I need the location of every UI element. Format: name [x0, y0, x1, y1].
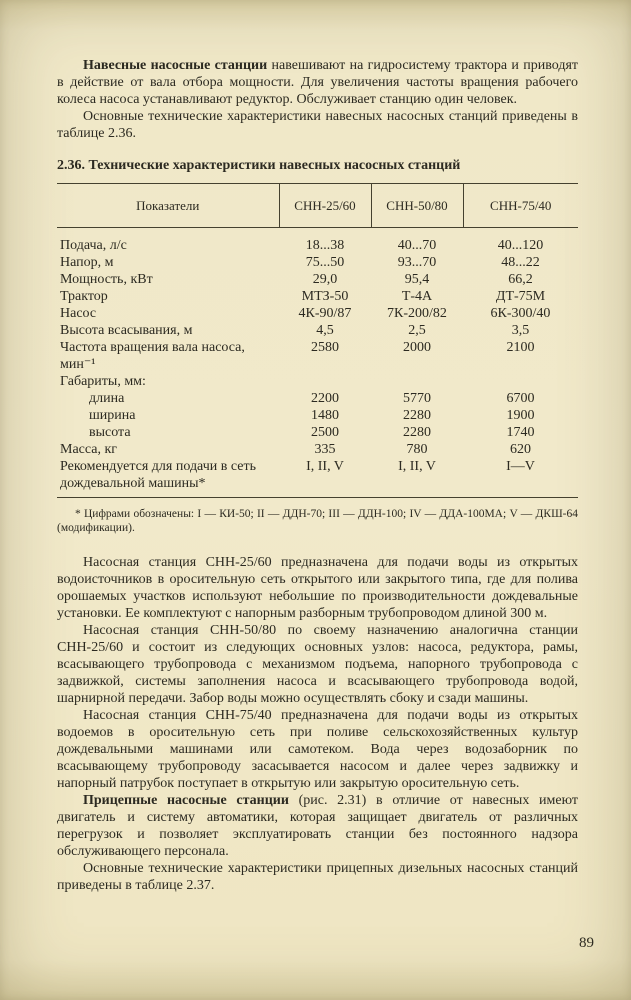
row-label: Высота всасывания, м	[60, 323, 193, 338]
body-paragraph-4	[57, 792, 578, 860]
row-value: 6К-300/40	[490, 306, 551, 321]
row-value: МТЗ-50	[301, 289, 349, 304]
body-paragraph-4-text: (рис. 2.31) в отличие от навесных имеют двигатель и систему автоматики, которая защищает двигатель от различных перегрузок и позволяет эксплуатировать станции без постоянного надзора обслуживающего персонала.	[57, 793, 578, 859]
row-value: ДТ-75М	[495, 289, 546, 304]
row-label: длина	[89, 391, 125, 406]
row-value: 5770	[403, 391, 431, 406]
row-value: 95,4	[404, 272, 430, 287]
row-value: 2000	[403, 340, 431, 355]
row-label: высота	[89, 425, 131, 440]
row-value: 1900	[506, 408, 535, 423]
row-value: 4,5	[316, 323, 334, 338]
row-value: 2280	[403, 425, 431, 440]
column-header-snn-25-60: СНН-25/60	[279, 184, 371, 228]
term-trailed-pump-stations: Прицепные насосные станции	[83, 793, 289, 808]
row-value: 4К-90/87	[298, 306, 352, 321]
row-value: 1480	[311, 408, 339, 423]
intro-paragraph-1-text: навешивают на гидросистему трактора и приводят в действие от вала отбора мощности. Для увеличения частоты вращения рабочего колеса насоса устанавливают редуктор. Обслуживает станцию один человек.	[57, 58, 578, 107]
row-label: Габариты, мм:	[60, 374, 146, 389]
row-value	[463, 373, 578, 390]
row-label: Частота вращения вала насоса, мин⁻¹	[60, 340, 245, 372]
row-label: ширина	[89, 408, 136, 423]
row-value: 2580	[311, 340, 339, 355]
row-label: Рекомендуется для подачи в сеть дождевальной машины*	[57, 458, 279, 498]
row-label: Напор, м	[60, 255, 114, 270]
row-value: 48...22	[501, 255, 540, 270]
body-paragraph-1: Насосная станция СНН-25/60 предназначена для подачи воды из открытых водоисточников в оросительную сеть открытого или закрытого типа, где для полива орошаемых участков используют небольшие по производительности дождевальные установки. Ее комплектуют с напорным разборным трубопроводом длиной 300 м.	[57, 555, 578, 621]
body-paragraph-3: Насосная станция СНН-75/40 предназначена для подачи воды из открытых водоемов в оросительную сеть при поливе сельскохозяйственных культур дождевальными машинами или самотеком. Вода через водозаборник по всасывающему трубопроводу засасывается насосом и далее через задвижку и напорный патрубок поступает в открытую или закрытую оросительную сеть.	[57, 708, 578, 791]
table-header-row	[57, 184, 578, 228]
page-number: 89	[579, 935, 594, 951]
table-row	[57, 339, 578, 373]
row-value: 40...120	[497, 238, 544, 253]
row-value	[279, 373, 371, 390]
row-value: 2500	[311, 425, 339, 440]
column-header-snn-50-80: СНН-50/80	[371, 184, 463, 228]
row-value: I—V	[463, 458, 578, 498]
row-value	[371, 373, 463, 390]
row-value: 7К-200/82	[387, 306, 447, 321]
row-value: 2280	[403, 408, 431, 423]
intro-paragraph-2: Основные технические характеристики навесных насосных станций приведены в таблице 2.36.	[57, 109, 578, 141]
row-value: 2,5	[408, 323, 426, 338]
table-row	[57, 390, 578, 407]
table-row	[57, 254, 578, 271]
row-value: 6700	[506, 391, 535, 406]
row-value: 2100	[506, 340, 535, 355]
row-value: 93...70	[397, 255, 437, 270]
row-value: 66,2	[508, 272, 533, 287]
row-value: 1740	[506, 425, 535, 440]
row-label: Мощность, кВт	[60, 272, 153, 287]
term-mounted-pump-stations: Навесные насосные станции	[83, 58, 268, 73]
table-title: 2.36. Технические характеристики навесных насосных станций	[57, 158, 461, 173]
table-footnote: * Цифрами обозначены: I — КИ-50; II — ДДН-70; III — ДДН-100; IV — ДДА-100МА; V — ДКШ-64 (модификации).	[57, 508, 578, 534]
table-row	[57, 458, 578, 498]
table-row	[57, 228, 578, 255]
row-value: 40...70	[397, 238, 437, 253]
row-value: 620	[510, 442, 531, 457]
table-row	[57, 271, 578, 288]
row-value: 75...50	[305, 255, 345, 270]
row-label: Подача, л/с	[60, 238, 127, 253]
table-row	[57, 424, 578, 441]
table-row	[57, 373, 578, 390]
column-header-snn-75-40: СНН-75/40	[463, 184, 578, 228]
row-value: 2200	[311, 391, 339, 406]
column-header-pokazateli: Показатели	[57, 184, 279, 228]
row-value: I, II, V	[371, 458, 463, 498]
table-row	[57, 305, 578, 322]
body-paragraph-5: Основные технические характеристики прицепных дизельных насосных станций приведены в таблице 2.37.	[57, 861, 578, 893]
row-label: Насос	[60, 306, 97, 321]
row-label: Масса, кг	[60, 442, 118, 457]
row-value: 3,5	[511, 323, 530, 338]
row-value: 780	[406, 442, 428, 457]
row-value: 29,0	[312, 272, 338, 287]
row-value: Т-4А	[401, 289, 433, 304]
row-label: Трактор	[60, 289, 108, 304]
row-value: 335	[314, 442, 336, 457]
body-paragraph-2: Насосная станция СНН-50/80 по своему назначению аналогична станции СНН-25/60 и состоит из следующих основных узлов: насоса, редуктора, рамы, всасывающего трубопровода с механизмом подъема, напорного трубопровода с задвижкой, системы заполнения насоса и всасывающего трубопровода водой, шарнирной передачи. Забор воды можно осуществлять сбоку и сзади машины.	[57, 623, 578, 706]
table-row	[57, 288, 578, 305]
intro-paragraph-1	[57, 57, 578, 108]
specs-table	[57, 183, 578, 498]
table-row	[57, 441, 578, 458]
row-value: 18...38	[305, 238, 345, 253]
row-value: I, II, V	[279, 458, 371, 498]
table-row	[57, 407, 578, 424]
table-row	[57, 322, 578, 339]
